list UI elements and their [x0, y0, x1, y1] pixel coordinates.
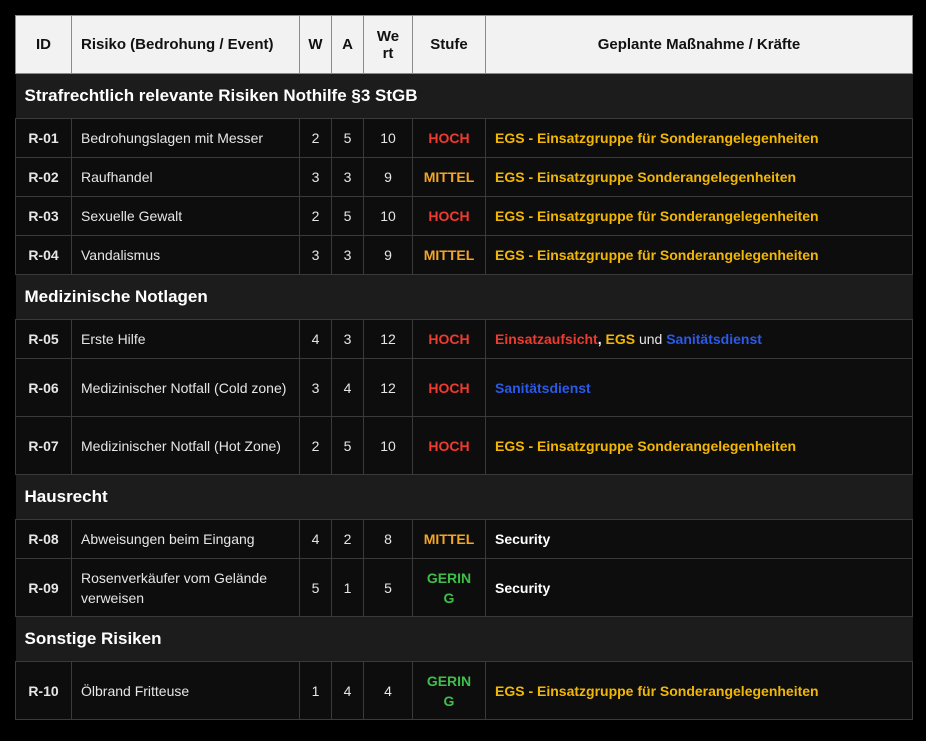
section-title: Medizinische Notlagen	[16, 275, 913, 320]
wert-value: 12	[364, 320, 413, 359]
planned-measure	[486, 417, 913, 475]
risk-level	[413, 197, 486, 236]
wert-value: 10	[364, 417, 413, 475]
risk-level-label: HOCH	[428, 130, 470, 146]
risk-id: R-01	[16, 119, 72, 158]
measure-label: EGS - Einsatzgruppe für Sonderangelegenheiten	[495, 247, 819, 263]
header-stufe: Stufe	[413, 16, 486, 74]
a-value: 3	[332, 320, 364, 359]
risk-id: R-04	[16, 236, 72, 275]
table-row	[16, 359, 913, 417]
table-row	[16, 662, 913, 720]
table-row	[16, 417, 913, 475]
risk-matrix	[15, 15, 912, 720]
w-value: 2	[300, 119, 332, 158]
planned-measure	[486, 320, 913, 359]
risk-id: R-05	[16, 320, 72, 359]
header-w: W	[300, 16, 332, 74]
a-value: 4	[332, 662, 364, 720]
risk-description: Erste Hilfe	[72, 320, 300, 359]
risk-description: Medizinischer Notfall (Cold zone)	[72, 359, 300, 417]
a-value: 5	[332, 197, 364, 236]
wert-value: 10	[364, 119, 413, 158]
a-value: 2	[332, 520, 364, 559]
planned-measure	[486, 559, 913, 617]
a-value: 3	[332, 236, 364, 275]
risk-description: Rosenverkäufer vom Gelände verweisen	[72, 559, 300, 617]
w-value: 5	[300, 559, 332, 617]
measure-label: Security	[495, 531, 551, 547]
table-row	[16, 197, 913, 236]
w-value: 2	[300, 197, 332, 236]
w-value: 4	[300, 320, 332, 359]
measure-part: Einsatzaufsicht	[495, 331, 598, 347]
risk-level-label: MITTEL	[423, 169, 475, 185]
risk-level-label: GERIN G	[426, 569, 472, 606]
a-value: 4	[332, 359, 364, 417]
w-value: 3	[300, 236, 332, 275]
wert-value: 12	[364, 359, 413, 417]
measure-label: Sanitätsdienst	[495, 379, 591, 396]
planned-measure	[486, 520, 913, 559]
risk-level-label: HOCH	[428, 379, 470, 396]
risk-id: R-07	[16, 417, 72, 475]
header-wert: We rt	[364, 16, 413, 74]
risk-id: R-06	[16, 359, 72, 417]
table-row	[16, 520, 913, 559]
table-row	[16, 236, 913, 275]
wert-value: 9	[364, 236, 413, 275]
risk-table	[15, 15, 913, 720]
table-row	[16, 320, 913, 359]
risk-description: Medizinischer Notfall (Hot Zone)	[72, 417, 300, 475]
a-value: 5	[332, 119, 364, 158]
risk-description: Bedrohungslagen mit Messer	[72, 119, 300, 158]
section-header-row	[16, 475, 913, 520]
planned-measure	[486, 359, 913, 417]
risk-level-label: HOCH	[428, 208, 470, 224]
section-title: Strafrechtlich relevante Risiken Nothilfe §3 StGB	[16, 74, 913, 119]
header-id: ID	[16, 16, 72, 74]
wert-value: 4	[364, 662, 413, 720]
risk-level-label: HOCH	[428, 331, 470, 347]
risk-description: Raufhandel	[72, 158, 300, 197]
risk-description: Abweisungen beim Eingang	[72, 520, 300, 559]
measure-label: EGS - Einsatzgruppe Sonderangelegenheiten	[495, 437, 797, 454]
risk-level	[413, 559, 486, 617]
a-value: 5	[332, 417, 364, 475]
planned-measure	[486, 158, 913, 197]
header-risk: Risiko (Bedrohung / Event)	[72, 16, 300, 74]
table-row	[16, 559, 913, 617]
w-value: 1	[300, 662, 332, 720]
risk-description: Ölbrand Fritteuse	[72, 662, 300, 720]
risk-level	[413, 662, 486, 720]
header-massnahme: Geplante Maßnahme / Kräfte	[486, 16, 913, 74]
risk-level	[413, 359, 486, 417]
planned-measure	[486, 197, 913, 236]
risk-level	[413, 520, 486, 559]
measure-part: und	[635, 331, 667, 347]
measure-label: Security	[495, 579, 551, 596]
risk-description: Sexuelle Gewalt	[72, 197, 300, 236]
w-value: 4	[300, 520, 332, 559]
planned-measure	[486, 236, 913, 275]
measure-part: Sanitätsdienst	[666, 331, 762, 347]
risk-id: R-08	[16, 520, 72, 559]
risk-description: Vandalismus	[72, 236, 300, 275]
measure-label: EGS - Einsatzgruppe für Sonderangelegenheiten	[495, 682, 819, 699]
risk-level	[413, 417, 486, 475]
risk-level	[413, 158, 486, 197]
risk-id: R-10	[16, 662, 72, 720]
w-value: 3	[300, 158, 332, 197]
risk-level-label: HOCH	[428, 437, 470, 454]
wert-value: 9	[364, 158, 413, 197]
wert-value: 10	[364, 197, 413, 236]
w-value: 2	[300, 417, 332, 475]
section-header-row	[16, 275, 913, 320]
measure-label: EGS - Einsatzgruppe für Sonderangelegenheiten	[495, 208, 819, 224]
header-a: A	[332, 16, 364, 74]
measure-part: EGS	[605, 331, 636, 347]
measure-label: EGS - Einsatzgruppe Sonderangelegenheiten	[495, 169, 797, 185]
wert-value: 8	[364, 520, 413, 559]
measure-part: ,	[597, 331, 606, 347]
table-row	[16, 119, 913, 158]
risk-level-label: GERIN G	[426, 672, 472, 709]
risk-level	[413, 320, 486, 359]
planned-measure	[486, 662, 913, 720]
table-row	[16, 158, 913, 197]
section-header-row	[16, 74, 913, 119]
section-title: Hausrecht	[16, 475, 913, 520]
risk-id: R-02	[16, 158, 72, 197]
table-header-row	[16, 16, 913, 74]
wert-value: 5	[364, 559, 413, 617]
a-value: 3	[332, 158, 364, 197]
risk-id: R-03	[16, 197, 72, 236]
risk-level-label: MITTEL	[423, 531, 475, 547]
risk-level-label: MITTEL	[423, 247, 475, 263]
risk-level	[413, 119, 486, 158]
risk-level	[413, 236, 486, 275]
a-value: 1	[332, 559, 364, 617]
section-title: Sonstige Risiken	[16, 617, 913, 662]
section-header-row	[16, 617, 913, 662]
risk-id: R-09	[16, 559, 72, 617]
measure-label: EGS - Einsatzgruppe für Sonderangelegenheiten	[495, 130, 819, 146]
w-value: 3	[300, 359, 332, 417]
planned-measure	[486, 119, 913, 158]
